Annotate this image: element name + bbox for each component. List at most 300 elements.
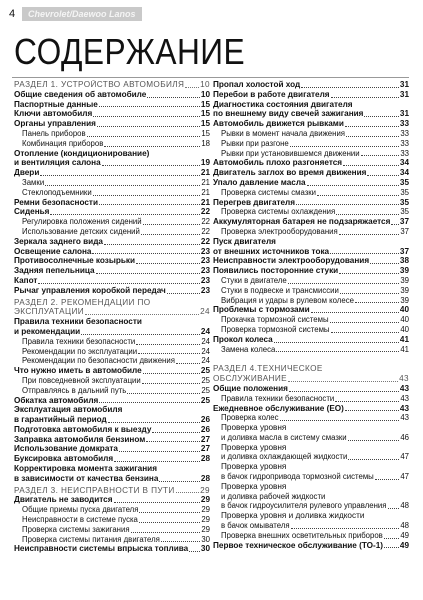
toc-entry-title: Обкатка автомобиля	[14, 395, 99, 405]
toc-section-heading	[14, 486, 210, 496]
toc-entry-title: и вентиляция салона	[14, 158, 101, 168]
toc-entry-title-line: РАЗДЕЛ 4.ТЕХНИЧЕСКОЕ	[213, 364, 323, 374]
toc-entry-title: Комбинация приборов	[22, 138, 104, 148]
toc-entry	[14, 237, 210, 247]
toc-entry	[14, 396, 210, 406]
leader-dots	[391, 224, 398, 225]
toc-entry-page: 30	[200, 544, 210, 554]
toc-entry-page: 25	[200, 395, 210, 405]
toc-entry-title: Проверка тормозной системы	[221, 324, 330, 334]
toc-entry-page: 22	[200, 236, 210, 246]
toc-entry-title: Первое техническое обслуживание (ТО-1)	[213, 540, 384, 550]
toc-entry-title: Прокол колеса	[213, 334, 273, 344]
toc-entry-title: Проверка системы питания двигателя	[22, 534, 160, 544]
leader-dots	[146, 441, 200, 442]
toc-entry-title: Рывки в момент начала движения	[221, 128, 346, 138]
toc-entry-title: Что нужно иметь в автомобиле	[14, 366, 142, 376]
toc-entry	[14, 356, 210, 366]
toc-entry	[213, 266, 409, 276]
toc-entry-title: Панель приборов	[22, 128, 86, 138]
toc-entry-page: 25	[200, 366, 210, 376]
toc-entry	[213, 335, 409, 345]
toc-entry-page: 28	[200, 454, 210, 464]
leader-dots	[367, 175, 398, 176]
toc-entry	[14, 286, 210, 296]
leader-dots	[340, 293, 399, 294]
toc-entry-page: 29	[201, 524, 210, 534]
toc-entry	[14, 119, 210, 129]
toc-entry-title: по внешнему виду свечей зажигания	[213, 109, 364, 119]
toc-entry-title: Ремни безопасности	[14, 197, 98, 207]
toc-left-column	[14, 80, 210, 554]
leader-dots	[119, 451, 200, 452]
toc-entry-page: 39	[399, 266, 409, 276]
toc-entry	[14, 464, 210, 484]
toc-entry-page: 27	[200, 434, 210, 444]
toc-entry-title: Рекомендации по безопасности движения	[22, 356, 175, 366]
toc-entry	[213, 237, 409, 257]
toc-entry-title: При повседневной эксплуатации	[22, 375, 141, 385]
toc-entry-title: Рывки при разгоне	[221, 138, 289, 148]
toc-entry-page: 23	[200, 266, 210, 276]
toc-entry	[213, 139, 409, 149]
leader-dots	[87, 136, 201, 137]
toc-entry-title-line: Проверка уровня	[221, 423, 287, 433]
toc-entry	[14, 435, 210, 445]
leader-dots	[96, 273, 200, 274]
toc-entry	[14, 544, 210, 554]
toc-entry-page: 40	[399, 305, 409, 315]
leader-dots	[348, 459, 399, 460]
toc-entry	[213, 384, 409, 394]
toc-entry	[213, 531, 409, 541]
leader-dots	[276, 351, 399, 352]
leader-dots	[307, 185, 399, 186]
toc-entry-page: 24	[201, 346, 210, 356]
toc-entry-page: 10	[200, 80, 210, 89]
toc-entry-page: 37	[400, 226, 409, 236]
leader-dots	[311, 312, 399, 313]
toc-entry-page: 39	[400, 275, 409, 285]
toc-entry-title: Использование детских сидений	[22, 226, 140, 236]
leader-dots	[114, 502, 200, 503]
toc-entry	[14, 266, 210, 276]
toc-entry-page: 34	[399, 168, 409, 178]
toc-entry-title: Неисправности электрооборудования	[213, 256, 370, 266]
toc-entry-page: 22	[201, 217, 210, 227]
toc-entry-page: 25	[201, 385, 210, 395]
toc-entry	[213, 198, 409, 208]
leader-dots	[346, 136, 399, 137]
toc-entry-title: ЭКСПЛУАТАЦИИ	[14, 307, 85, 317]
toc-entry-page: 39	[400, 295, 409, 305]
toc-entry-page: 26	[200, 415, 210, 425]
toc-entry	[14, 366, 210, 376]
toc-entry-page: 23	[200, 285, 210, 295]
toc-entry	[14, 495, 210, 505]
toc-entry	[14, 425, 210, 435]
toc-entry-title-line: Отопление (кондиционирование)	[14, 148, 150, 158]
page-header	[0, 0, 423, 22]
toc-entry-title: Двери	[14, 168, 40, 178]
toc-entry-title: в зависимости от качества бензина	[14, 473, 159, 483]
toc-entry	[14, 376, 210, 386]
leader-dots	[97, 126, 200, 127]
toc-entry-title: Вибрация и удары в рулевом колесе	[221, 295, 354, 305]
leader-dots	[355, 302, 399, 303]
toc-entry	[14, 256, 210, 266]
toc-entry-title: Перегрев двигателя	[213, 197, 296, 207]
toc-entry	[213, 276, 409, 286]
toc-entry-title: Проверка электрооборудования	[221, 226, 338, 236]
toc-entry-title-line: РАЗДЕЛ 2. РЕКОМЕНДАЦИИ ПО	[14, 297, 151, 307]
toc-entry	[14, 525, 210, 535]
leader-dots	[301, 87, 399, 88]
leader-dots	[141, 234, 200, 235]
toc-entry-title: Пропал холостой ход	[213, 80, 301, 89]
toc-entry	[213, 217, 409, 227]
leader-dots	[161, 541, 200, 542]
toc-entry-title: и доливка масла в систему смазки	[221, 432, 347, 442]
toc-entry-title-line: Проверка уровня	[221, 442, 287, 452]
toc-entry-page: 40	[400, 324, 409, 334]
leader-dots	[289, 391, 399, 392]
toc-entry-page: 41	[400, 344, 409, 354]
toc-entry	[213, 511, 409, 531]
leader-dots	[189, 551, 200, 552]
toc-entry-title: ОБСЛУЖИВАНИЕ	[213, 374, 288, 384]
toc-entry-page: 10	[200, 89, 210, 99]
toc-entry-title-line: Корректировка момента зажигания	[14, 464, 157, 474]
leader-dots	[167, 293, 200, 294]
leader-dots	[384, 538, 399, 539]
toc-entry-title: Использование домкрата	[14, 444, 118, 454]
toc-entry-title: от внешних источников тока	[213, 246, 330, 256]
toc-spacer	[213, 354, 409, 362]
toc-entry-title: Стуки в подвеске и трансмиссии	[221, 285, 339, 295]
toc-entry	[14, 129, 210, 139]
toc-entry-page: 40	[400, 315, 409, 325]
toc-entry	[213, 423, 409, 443]
toc-entry-page: 43	[399, 374, 409, 384]
brand-label: Chevrolet/Daewoo Lanos	[22, 7, 142, 21]
leader-dots	[108, 422, 200, 423]
toc-entry-page: 15	[201, 128, 210, 138]
toc-entry-page: 29	[200, 495, 210, 505]
leader-dots	[136, 344, 200, 345]
toc-entry-title: Проверка колес	[221, 413, 279, 423]
toc-entry-page: 43	[399, 403, 409, 413]
leader-dots	[45, 185, 200, 186]
toc-entry-page: 25	[201, 375, 210, 385]
toc-entry-title-line: Правила техники безопасности	[14, 317, 142, 327]
leader-dots	[388, 508, 400, 509]
toc-entry-title: Проверка системы смазки	[221, 187, 317, 197]
toc-entry-page: 43	[399, 383, 409, 393]
leader-dots	[131, 532, 201, 533]
toc-entry	[213, 256, 409, 266]
leader-dots	[331, 332, 400, 333]
toc-entry	[14, 109, 210, 119]
toc-entry	[213, 305, 409, 315]
page-title: СОДЕРЖАНИЕ	[14, 31, 246, 72]
toc-entry	[14, 188, 210, 198]
toc-entry-page: 43	[400, 393, 409, 403]
toc-entry-title: Подготовка автомобиля к выезду	[14, 424, 152, 434]
toc-entry-title: Капот	[14, 275, 38, 285]
toc-entry-title: в бачок омывателя	[221, 521, 290, 531]
toc-entry-page: 15	[200, 99, 210, 109]
toc-entry-page: 43	[400, 413, 409, 423]
toc-entry	[14, 168, 210, 178]
leader-dots	[343, 165, 399, 166]
leader-dots	[81, 334, 200, 335]
leader-dots	[296, 204, 399, 205]
toc-entry-title: Неисправности в системе пуска	[22, 515, 138, 525]
toc-entry-title: Проверка системы охлаждения	[221, 207, 336, 217]
toc-entry	[213, 100, 409, 120]
leader-dots	[336, 214, 399, 215]
toc-entry	[213, 129, 409, 139]
toc-entry-title: Появились посторонние стуки	[213, 266, 339, 276]
toc-entry	[14, 405, 210, 425]
toc-entry-page: 31	[399, 109, 409, 119]
leader-dots	[104, 146, 200, 147]
toc-entry-page: 23	[200, 246, 210, 256]
leader-dots	[136, 263, 200, 264]
toc-entry-page: 39	[400, 285, 409, 295]
toc-entry-title-line: Диагностика состояния двигателя	[213, 99, 353, 109]
leader-dots	[375, 479, 400, 480]
toc-entry-page: 24	[201, 336, 210, 346]
toc-entry	[213, 296, 409, 306]
toc-entry-title: Замена колеса	[221, 344, 276, 354]
leader-dots	[114, 461, 200, 462]
leader-dots	[330, 253, 399, 254]
leader-dots	[345, 126, 399, 127]
toc-entry-page: 35	[400, 187, 409, 197]
toc-entry-title: в гарантийный период	[14, 415, 107, 425]
toc-entry-page: 27	[200, 444, 210, 454]
toc-entry-title: Проблемы с тормозами	[213, 305, 310, 315]
toc-entry-page: 24	[200, 307, 210, 317]
toc-entry-page: 21	[200, 168, 210, 178]
leader-dots	[274, 342, 399, 343]
toc-section-heading	[14, 298, 210, 318]
toc-entry-page: 38	[399, 256, 409, 266]
toc-entry-page: 33	[400, 138, 409, 148]
leader-dots	[138, 353, 200, 354]
toc-entry-title: Автомобиль движется рывками	[213, 119, 344, 129]
toc-entry-title: Буксировка автомобиля	[14, 454, 114, 464]
leader-dots	[288, 283, 400, 284]
toc-entry-title-line: Эксплуатация автомобиля	[14, 405, 123, 415]
toc-section-heading	[14, 80, 210, 90]
toc-entry-title: Ежедневное обслуживание (ЕО)	[213, 403, 344, 413]
toc-entry	[213, 286, 409, 296]
toc-entry	[14, 505, 210, 515]
leader-dots	[143, 373, 200, 374]
toc-entry	[213, 80, 409, 90]
toc-entry	[14, 198, 210, 208]
leader-dots	[40, 175, 200, 176]
toc-entry	[213, 482, 409, 502]
leader-dots	[176, 363, 200, 364]
toc-entry	[213, 404, 409, 414]
toc-entry-title: Стуки в двигателе	[221, 275, 287, 285]
toc-entry-title: в бачок гидроусилителя рулевого управления	[221, 501, 387, 511]
leader-dots	[152, 432, 200, 433]
toc-entry	[213, 462, 409, 482]
toc-entry-title: и доливка охлаждающей жидкости	[221, 452, 348, 462]
toc-right-column	[213, 80, 409, 550]
toc-entry-title: Противосолнечные козырьки	[14, 256, 136, 266]
leader-dots	[331, 97, 399, 98]
toc-entry-title-line: Пуск двигателя	[213, 236, 276, 246]
toc-entry	[14, 178, 210, 188]
leader-dots	[93, 116, 200, 117]
toc-entry-title: Рывки при установившемся движении	[221, 148, 360, 158]
leader-dots	[330, 322, 400, 323]
toc-entry-page: 30	[201, 534, 210, 544]
leader-dots	[139, 522, 200, 523]
toc-entry	[14, 444, 210, 454]
toc-entry-title: Двигатель не заводится	[14, 495, 113, 505]
toc-entry-page: 15	[200, 119, 210, 129]
toc-entry-title: Проверка внешних осветительных приборов	[221, 530, 383, 540]
toc-entry	[14, 90, 210, 100]
leader-dots	[127, 393, 200, 394]
toc-entry-title: Общие сведения об автомобиле	[14, 89, 147, 99]
toc-entry-page: 33	[400, 128, 409, 138]
toc-entry-page: 22	[200, 207, 210, 217]
toc-entry-title: Отправляясь в дальний путь	[22, 385, 127, 395]
toc-entry-page: 46	[400, 432, 409, 442]
toc-entry-page: 47	[400, 472, 409, 482]
toc-entry-page: 49	[400, 530, 409, 540]
toc-entry-title: Общие приемы пуска двигателя	[22, 505, 139, 515]
toc-entry-title-line: Проверка уровня	[221, 462, 287, 472]
toc-entry-title: Ключи автомобиля	[14, 109, 93, 119]
toc-entry-page: 35	[400, 207, 409, 217]
leader-dots	[85, 314, 199, 315]
toc-entry-page: 26	[200, 424, 210, 434]
toc-entry-title: Рычаг управления коробкой передач	[14, 285, 166, 295]
toc-entry-title: Органы управления	[14, 119, 96, 129]
toc-entry-title: Автомобиль плохо разгоняется	[213, 158, 343, 168]
toc-entry-title: Паспортные данные	[14, 99, 98, 109]
toc-entry	[213, 188, 409, 198]
leader-dots	[99, 204, 200, 205]
toc-entry	[213, 149, 409, 159]
toc-entry	[14, 139, 210, 149]
toc-entry-page: 28	[200, 473, 210, 483]
toc-entry-title: и рекомендации	[14, 326, 81, 336]
toc-entry-page: 31	[399, 89, 409, 99]
leader-dots	[348, 440, 400, 441]
leader-dots	[99, 402, 200, 403]
leader-dots	[364, 116, 398, 117]
toc-entry-page: 29	[201, 505, 210, 515]
toc-entry-page: 19	[200, 158, 210, 168]
toc-entry-title: Общие положения	[213, 383, 288, 393]
leader-dots	[370, 263, 399, 264]
toc-entry	[14, 247, 210, 257]
toc-entry	[14, 149, 210, 169]
leader-dots	[339, 273, 399, 274]
toc-entry	[213, 541, 409, 551]
toc-entry-title-line: Проверка уровня и доливка жидкости	[221, 511, 365, 521]
leader-dots	[317, 195, 399, 196]
toc-entry-title: Рекомендации по эксплуатации	[22, 346, 138, 356]
leader-dots	[176, 492, 199, 493]
leader-dots	[104, 244, 200, 245]
toc-entry	[213, 315, 409, 325]
toc-entry	[14, 227, 210, 237]
toc-entry	[213, 207, 409, 217]
toc-entry-title-line: Проверка уровня	[221, 481, 287, 491]
toc-entry-title: Замки	[22, 177, 45, 187]
leader-dots	[280, 420, 400, 421]
toc-entry	[213, 394, 409, 404]
leader-dots	[345, 410, 399, 411]
leader-dots	[99, 106, 200, 107]
leader-dots	[185, 87, 199, 88]
leader-dots	[50, 214, 199, 215]
toc-entry-title: Заправка автомобиля бензином	[14, 434, 146, 444]
toc-entry	[14, 386, 210, 396]
toc-entry	[14, 454, 210, 464]
leader-dots	[159, 481, 199, 482]
leader-dots	[339, 234, 400, 235]
toc-entry	[213, 90, 409, 100]
toc-entry-page: 47	[400, 452, 409, 462]
toc-entry-page: 49	[399, 540, 409, 550]
toc-entry-title: Правила техники безопасности	[221, 393, 335, 403]
toc-entry	[14, 100, 210, 110]
toc-entry	[213, 325, 409, 335]
toc-entry-page: 48	[400, 521, 409, 531]
leader-dots	[147, 97, 200, 98]
toc-entry	[213, 413, 409, 423]
toc-entry	[213, 158, 409, 168]
toc-entry-page: 31	[399, 80, 409, 89]
toc-entry-title: РАЗДЕЛ 1. УСТРОЙСТВО АВТОМОБИЛЯ	[14, 80, 185, 89]
toc-entry	[14, 276, 210, 286]
leader-dots	[291, 528, 400, 529]
toc-entry-page: 18	[201, 138, 210, 148]
toc-entry-page: 24	[201, 356, 210, 366]
toc-entry-title: в бачок гидропривода тормозной системы	[221, 472, 374, 482]
toc-entry-title: Проверка системы зажигания	[22, 524, 130, 534]
toc-entry	[213, 501, 409, 511]
toc-entry-title: Стеклоподъемники	[22, 187, 92, 197]
toc-entry	[14, 337, 210, 347]
toc-entry-title: РАЗДЕЛ 3. НЕИСПРАВНОСТИ В ПУТИ	[14, 485, 175, 495]
toc-entry-page: 21	[201, 177, 210, 187]
leader-dots	[288, 381, 398, 382]
toc-entry-title: Задняя пепельница	[14, 266, 95, 276]
toc-entry-page: 48	[400, 501, 409, 511]
toc-section-heading	[213, 364, 409, 384]
leader-dots	[102, 165, 200, 166]
leader-dots	[38, 283, 199, 284]
toc-entry-page: 22	[201, 226, 210, 236]
toc-entry-title: Упало давление масла	[213, 177, 306, 187]
leader-dots	[384, 547, 399, 548]
toc-entry	[14, 217, 210, 227]
leader-dots	[361, 155, 400, 156]
